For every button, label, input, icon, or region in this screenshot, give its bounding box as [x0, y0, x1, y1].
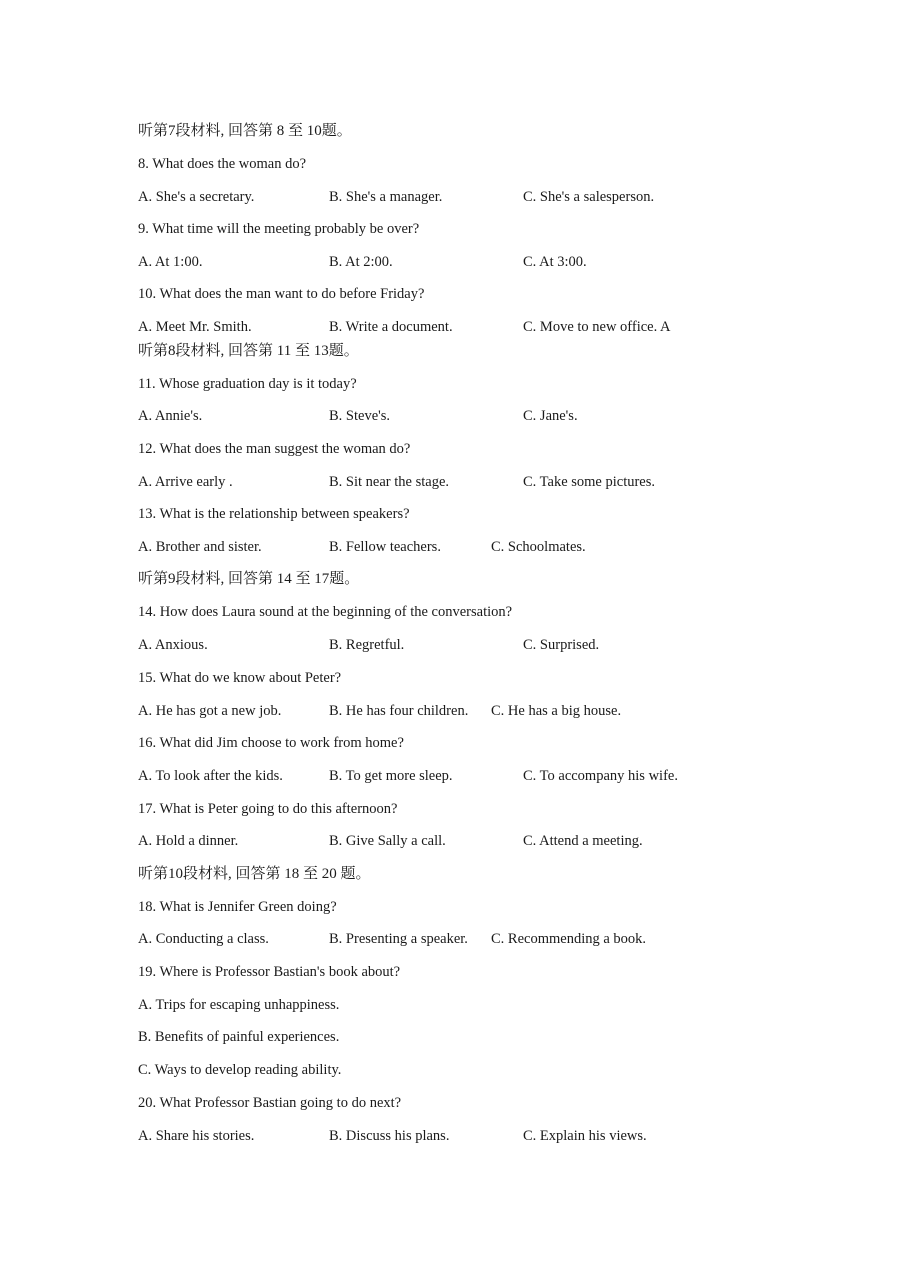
option-a: A. At 1:00. [138, 254, 203, 270]
question-text: 8. What does the woman do? [138, 156, 307, 172]
option-c: C. Schoolmates. [491, 539, 586, 555]
option-a: A. Hold a dinner. [138, 833, 239, 849]
option-b: B. Give Sally a call. [329, 833, 446, 849]
option-c: C. He has a big house. [491, 703, 622, 719]
question-text: 12. What does the man suggest the woman do? [138, 441, 411, 457]
question-text: 19. Where is Professor Bastian's book about? [138, 964, 401, 980]
option-a: A. Conducting a class. [138, 931, 269, 947]
option-b: B. Write a document. [329, 319, 453, 335]
option-b: B. Fellow teachers. [329, 539, 441, 555]
option-c: C. Take some pictures. [523, 474, 656, 490]
option-c: C. At 3:00. [523, 254, 587, 270]
option-b: B. Discuss his plans. [329, 1128, 450, 1144]
option-a: A. Trips for escaping unhappiness. [138, 997, 340, 1013]
option-b: B. Regretful. [329, 637, 405, 653]
question-text: 10. What does the man want to do before Friday? [138, 286, 425, 302]
option-a: A. Arrive early . [138, 474, 233, 490]
option-c: C. Ways to develop reading ability. [138, 1062, 342, 1078]
option-a: A. To look after the kids. [138, 768, 283, 784]
section-heading: 听第9段材料, 回答第 14 至 17题。 [138, 571, 360, 587]
option-c: C. To accompany his wife. [523, 768, 678, 784]
option-a: A. Meet Mr. Smith. [138, 319, 252, 335]
option-b: B. Steve's. [329, 408, 391, 424]
option-b: B. She's a manager. [329, 189, 443, 205]
question-text: 14. How does Laura sound at the beginning of the conversation? [138, 604, 513, 620]
option-a: A. Annie's. [138, 408, 203, 424]
option-c: C. Surprised. [523, 637, 600, 653]
option-a: A. She's a secretary. [138, 189, 255, 205]
option-c: C. Attend a meeting. [523, 833, 643, 849]
question-text: 18. What is Jennifer Green doing? [138, 899, 337, 915]
option-b: B. At 2:00. [329, 254, 393, 270]
question-text: 13. What is the relationship between speakers? [138, 506, 410, 522]
option-c: C. She's a salesperson. [523, 189, 655, 205]
option-a: A. He has got a new job. [138, 703, 282, 719]
option-a: A. Share his stories. [138, 1128, 255, 1144]
option-c: C. Explain his views. [523, 1128, 647, 1144]
option-b: B. Sit near the stage. [329, 474, 450, 490]
question-text: 9. What time will the meeting probably be over? [138, 221, 420, 237]
question-text: 20. What Professor Bastian going to do next? [138, 1095, 402, 1111]
option-b: B. Benefits of painful experiences. [138, 1029, 340, 1045]
question-text: 17. What is Peter going to do this afternoon? [138, 801, 398, 817]
option-b: B. Presenting a speaker. [329, 931, 468, 947]
option-c: C. Recommending a book. [491, 931, 647, 947]
option-a: A. Brother and sister. [138, 539, 262, 555]
option-c: C. Move to new office. A [523, 319, 671, 335]
option-c: C. Jane's. [523, 408, 578, 424]
question-text: 16. What did Jim choose to work from home? [138, 735, 404, 751]
section-heading: 听第7段材料, 回答第 8 至 10题。 [138, 123, 352, 139]
section-heading: 听第8段材料, 回答第 11 至 13题。 [138, 343, 359, 359]
option-a: A. Anxious. [138, 637, 208, 653]
section-heading: 听第10段材料, 回答第 18 至 20 题。 [138, 866, 371, 882]
question-text: 11. Whose graduation day is it today? [138, 376, 357, 392]
option-b: B. To get more sleep. [329, 768, 453, 784]
option-b: B. He has four children. [329, 703, 469, 719]
question-text: 15. What do we know about Peter? [138, 670, 342, 686]
